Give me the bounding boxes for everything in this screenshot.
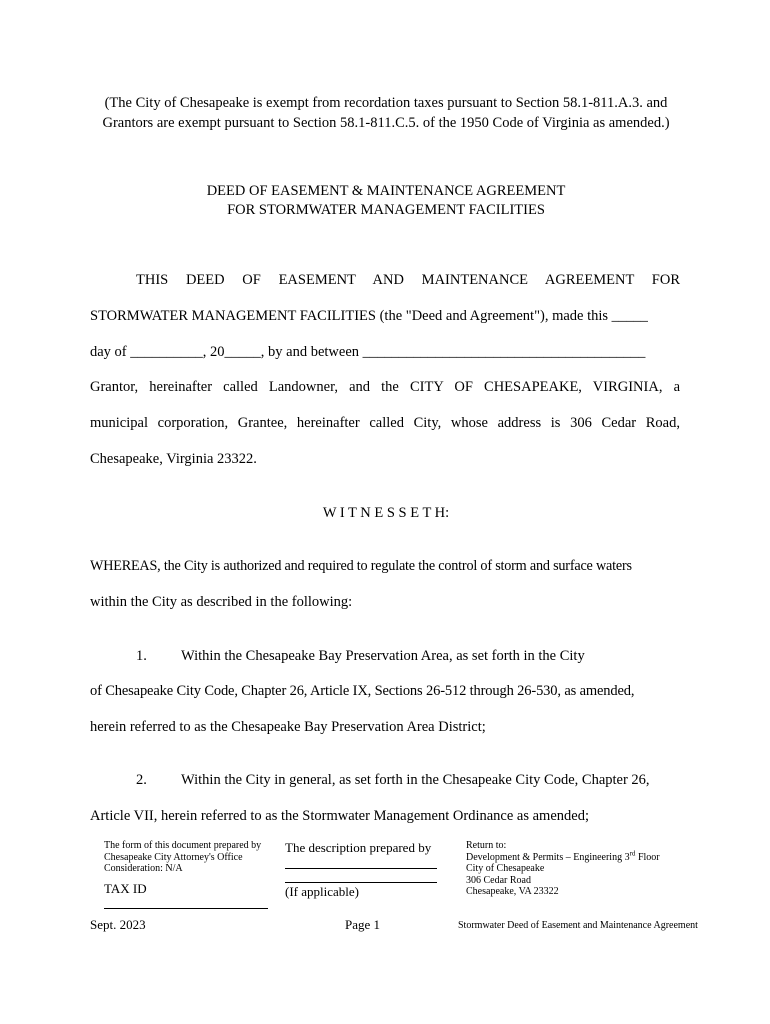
intro-line-2: STORMWATER MANAGEMENT FACILITIES (the "Deed and Agreement"), made this _____ <box>90 308 648 324</box>
return-to-block <box>466 840 696 898</box>
title-line-1: DEED OF EASEMENT & MAINTENANCE AGREEMENT <box>206 183 566 199</box>
return-line-2: City of Chesapeake <box>466 863 545 874</box>
item-1-number: 1. <box>136 648 147 664</box>
intro-line-3: day of __________, 20_____, by and between _______________________________________ <box>90 344 646 360</box>
if-applicable: (If applicable) <box>285 884 359 899</box>
return-line-3: 306 Cedar Road <box>466 874 531 886</box>
item-1-line-1: Within the Chesapeake Bay Preservation Area, as set forth in the City <box>181 648 585 664</box>
intro-line-5: municipal corporation, Grantee, hereinafter called City, whose address is 306 Cedar Road, <box>90 415 680 431</box>
description-prepared-by: The description prepared by <box>285 840 432 855</box>
prepared-line-1: The form of this document prepared by <box>104 840 262 851</box>
title-line-2: FOR STORMWATER MANAGEMENT FACILITIES <box>227 202 545 218</box>
tax-id-blank <box>104 908 268 909</box>
tax-exemption-notice <box>80 93 692 133</box>
page-number: Page 1 <box>345 917 381 932</box>
intro-line-6: Chesapeake, Virginia 23322. <box>90 451 257 467</box>
item-2-number: 2. <box>136 772 147 788</box>
return-line-1: Development & Permits – Engineering 3rd Floor <box>466 849 660 863</box>
whereas-line-1: WHEREAS, the City is authorized and required to regulate the control of storm and surface waters <box>90 558 632 574</box>
consideration: Consideration: N/A <box>104 863 183 874</box>
tax-id-label: TAX ID <box>104 881 147 896</box>
item-1-line-2: of Chesapeake City Code, Chapter 26, Article IX, Sections 26-512 through 26-530, as amended, <box>90 683 635 699</box>
document-title <box>80 182 692 220</box>
item-2-line-2: Article VII, herein referred to as the Stormwater Management Ordinance as amended; <box>90 808 589 824</box>
prepared-by-block <box>104 840 274 875</box>
return-to-label: Return to: <box>466 840 507 851</box>
footer-doc-title: Stormwater Deed of Easement and Maintenance Agreement <box>458 920 698 931</box>
item-1-line-3: herein referred to as the Chesapeake Bay Preservation Area District; <box>90 719 486 735</box>
description-blank-1 <box>285 868 437 869</box>
footer-date: Sept. 2023 <box>90 917 146 932</box>
whereas-line-2: within the City as described in the following: <box>90 594 353 610</box>
witnesseth-heading: W I T N E S S E T H: <box>322 505 450 521</box>
intro-line-4: Grantor, hereinafter called Landowner, and the CITY OF CHESAPEAKE, VIRGINIA, a <box>90 379 680 395</box>
notice-line-1: (The City of Chesapeake is exempt from recordation taxes pursuant to Section 58.1-811.A.3. and <box>104 95 668 111</box>
return-line-4: Chesapeake, VA 23322 <box>466 886 559 897</box>
item-2-line-1: Within the City in general, as set forth in the Chesapeake City Code, Chapter 26, <box>181 772 650 788</box>
notice-line-2: Grantors are exempt pursuant to Section 58.1-811.C.5. of the 1950 Code of Virginia as amended.) <box>102 115 670 131</box>
prepared-line-2: Chesapeake City Attorney's Office <box>104 851 243 863</box>
description-blank-2 <box>285 882 437 883</box>
intro-line-1: THIS DEED OF EASEMENT AND MAINTENANCE AGREEMENT FOR <box>136 272 680 288</box>
